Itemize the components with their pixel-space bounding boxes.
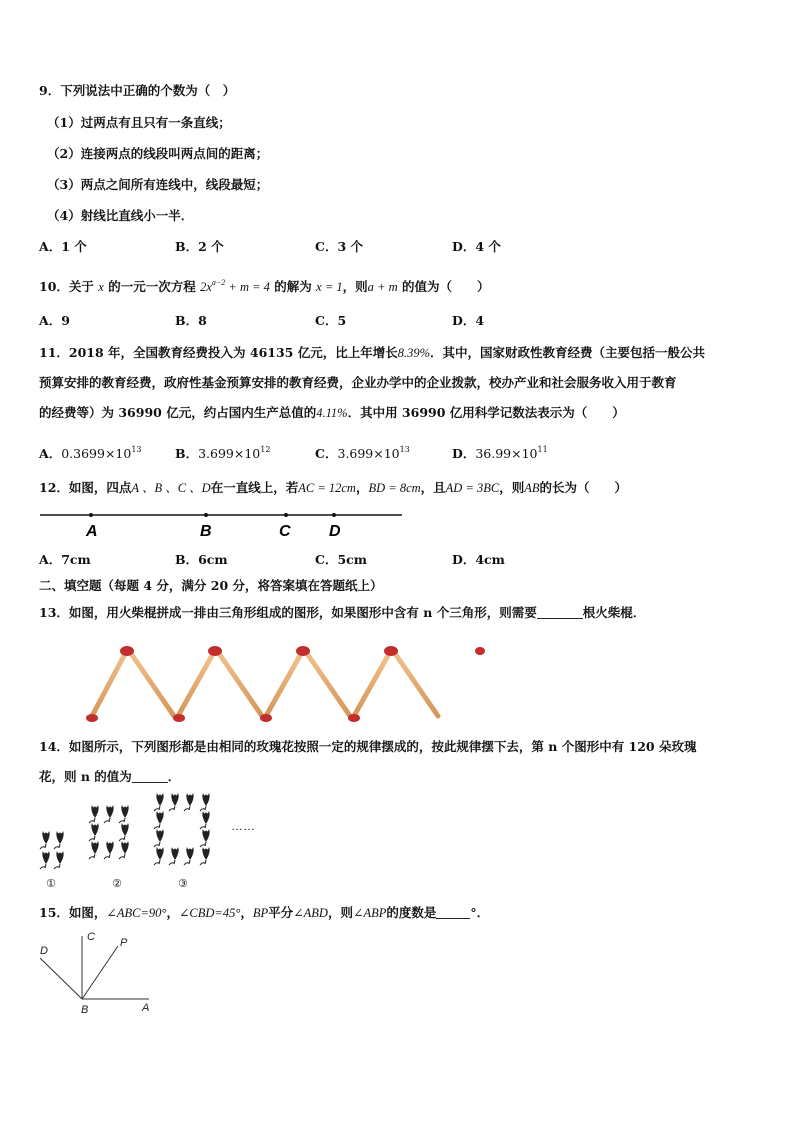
q12-label-b: B <box>200 523 212 540</box>
q10-suffix: 的值为（ ） <box>402 279 490 294</box>
q15-answer-blank <box>436 906 470 919</box>
q14-line-2: 花，则 n 的值为 ． <box>39 769 181 784</box>
q12-eq-bd: BD = 8cm <box>368 481 421 495</box>
q15-label-c: C <box>87 931 95 943</box>
q10-option-b: B．8 <box>175 313 207 328</box>
q10-eq-rest: + m = 4 <box>228 280 270 294</box>
q13-stem: 13．如图，用火柴棍拼成一排由三角形组成的图形，如果图形中含有 n 个三角形，则需要 根火柴棍． <box>39 605 646 620</box>
q11-line3-b: ．其中用 36990 亿用科学记数法表示为（ ） <box>347 405 625 420</box>
q14-label-3: ③ <box>178 878 188 890</box>
q12-eq-ac: AC = 12cm <box>298 481 356 495</box>
q10-mid3: ，则 <box>342 279 368 294</box>
q11-line1-b: ．其中，国家财政性教育经费（主要包括一般公共 <box>430 345 706 360</box>
q12-point-d <box>332 513 336 517</box>
q10-mid2: 的解为 <box>274 279 312 294</box>
q10-prefix: 10．关于 <box>39 279 94 294</box>
q12-line-figure <box>36 506 406 542</box>
q12-point-b <box>204 513 208 517</box>
q14-label-2: ② <box>112 878 122 890</box>
q9-statement-4: （4）射线比直线小一半． <box>47 208 194 223</box>
q10-mid1: 的一元一次方程 <box>108 279 196 294</box>
q15-label-d: D <box>40 945 48 957</box>
q15-stem: 15．如图，∠ABC=90°，∠CBD=45°，BP平分∠ABD，则∠ABP的度数是 °． <box>39 905 490 920</box>
q14-rose-figure <box>36 790 266 892</box>
q11-option-a: A．$0.3699\times 10^{13}$ <box>39 445 142 461</box>
q10-expression: a + m <box>367 280 398 294</box>
q15-label-a: A <box>142 1002 150 1014</box>
q9-statement-2: （2）连接两点的线段叫两点间的距离； <box>47 146 269 161</box>
q14-line-1: 14．如图所示，下列图形都是由相同的玫瑰花按照一定的规律摆成的，按此规律摆下去，第 n 个图形中有 120 朵玫瑰 <box>39 739 697 754</box>
q9-option-a: A．1 个 <box>39 239 87 254</box>
q14-answer-blank <box>132 770 168 783</box>
q13-answer-blank <box>537 606 583 619</box>
q9-statement-1: （1）过两点有且只有一条直线； <box>47 115 231 130</box>
q15-angle-abd: ∠ABD <box>293 906 328 920</box>
q15-angle-figure <box>34 924 164 1016</box>
q10-var-x: x <box>98 280 104 294</box>
q12-option-a: A．7cm <box>39 552 91 567</box>
q12-stem: 12．如图，四点A 、B 、C 、D在一直线上，若AC = 12cm，BD = 8cm，且AD = 3BC，则AB的长为（ ） <box>39 480 628 495</box>
q10-solution: x = 1 <box>316 280 343 294</box>
q15-bp: BP <box>252 906 269 920</box>
q11-line1-a: 11．2018 年，全国教育经费投入为 46135 亿元，比上年增长 <box>39 345 398 360</box>
q11-option-b: B．$3.699\times 10^{12}$ <box>175 445 271 461</box>
q13-matchsticks <box>92 651 478 718</box>
q11-pct1: 8.39% <box>397 346 431 360</box>
q14-figure-2 <box>89 805 129 859</box>
q11-option-d: D．$36.99\times 10^{11}$ <box>452 445 548 461</box>
q15-ray-bd <box>40 958 82 999</box>
q12-ab: AB <box>524 481 540 495</box>
q12-point-a <box>89 513 93 517</box>
section-2-heading: 二、填空题（每题 4 分，满分 20 分，将答案填在答题纸上） <box>39 578 383 593</box>
q12-label-d: D <box>329 523 341 540</box>
q15-label-b: B <box>81 1004 89 1016</box>
q9-option-c: C．3 个 <box>315 239 363 254</box>
q14-figure-3 <box>154 793 210 865</box>
q14-ellipsis: …… <box>231 819 255 833</box>
q9-stem: 9．下列说法中正确的个数为（ ） <box>39 83 236 98</box>
q15-angle-abc: ∠ABC=90° <box>106 906 167 920</box>
q10-option-a: A．9 <box>39 313 70 328</box>
q12-points: A 、B 、C 、D <box>131 481 211 495</box>
q11-line-3 <box>39 404 625 422</box>
q10-eq-exponent: a−2 <box>211 278 226 287</box>
q11-pct2: 4.11% <box>316 406 348 420</box>
q12-option-d: D．4cm <box>452 552 505 567</box>
q9-statement-3: （3）两点之间所有连线中，线段最短； <box>47 177 269 192</box>
q15-angle-cbd: ∠CBD=45° <box>178 906 241 920</box>
q15-label-p: P <box>120 937 128 949</box>
q12-option-b: B．6cm <box>175 552 228 567</box>
q12-option-c: C．5cm <box>315 552 367 567</box>
q10-eq-2x: 2x <box>200 280 212 294</box>
q13-matchstick-figure <box>82 638 494 726</box>
q11-line-1 <box>39 344 705 362</box>
q10-option-d: D．4 <box>452 313 485 328</box>
q9-option-b: B．2 个 <box>175 239 224 254</box>
q10-stem <box>39 274 490 296</box>
q10-option-c: C．5 <box>315 313 347 328</box>
q11-option-c: C．$3.699\times 10^{13}$ <box>315 445 410 461</box>
q14-figure-1 <box>40 831 64 869</box>
q12-eq-ad: AD = 3BC <box>445 481 500 495</box>
q10-equation <box>200 280 270 294</box>
q15-angle-abp: ∠ABP <box>352 906 387 920</box>
q12-label-c: C <box>279 523 291 540</box>
q15-ray-bp <box>82 946 118 999</box>
q12-point-c <box>284 513 288 517</box>
q9-option-d: D．4 个 <box>452 239 501 254</box>
q12-label-a: A <box>86 523 98 540</box>
q14-label-1: ① <box>46 878 56 890</box>
q11-line-2: 预算安排的教育经费，政府性基金预算安排的教育经费，企业办学中的企业拨款，校办产业和社会服务收入用于教育 <box>39 375 677 390</box>
q11-line3-a: 的经费等）为 36990 亿元，约占国内生产总值的 <box>39 405 317 420</box>
